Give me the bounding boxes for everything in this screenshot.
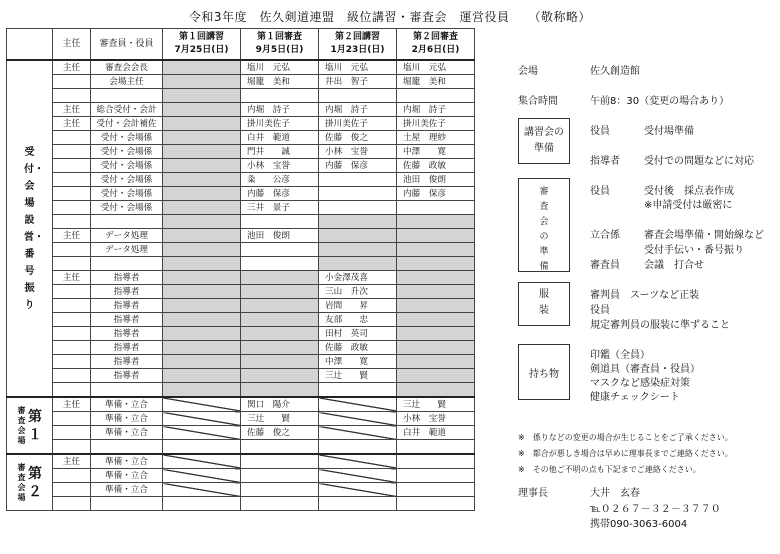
cell-name: 白井 範道 bbox=[397, 426, 475, 440]
cell-slash bbox=[163, 426, 241, 440]
dress-label: 服装 bbox=[539, 289, 549, 316]
cell-name bbox=[319, 201, 397, 215]
cell-shunin bbox=[53, 257, 91, 271]
exam-who: 立合係 bbox=[590, 230, 620, 241]
cell-shunin bbox=[53, 201, 91, 215]
cell-name: 三井 景子 bbox=[241, 201, 319, 215]
cell-name bbox=[397, 299, 475, 313]
cell-name bbox=[241, 313, 319, 327]
cell-role: 受付・会場係 bbox=[91, 131, 163, 145]
table-row bbox=[7, 454, 475, 469]
prep-box bbox=[518, 118, 570, 164]
note-line: ※ 都合が悪しき場合は早めに理事長までご連絡ください。 bbox=[518, 449, 733, 458]
cell-shunin bbox=[53, 412, 91, 426]
cell-shunin bbox=[53, 285, 91, 299]
table-row bbox=[7, 313, 475, 327]
cell-shunin: 主任 bbox=[53, 229, 91, 243]
cell-name: 佐藤 政敏 bbox=[319, 341, 397, 355]
cell-empty bbox=[397, 497, 475, 511]
bring-box bbox=[518, 344, 570, 400]
cell-role bbox=[91, 497, 163, 511]
cell-name: 小林 宝誉 bbox=[319, 145, 397, 159]
cell-name: 佐藤 政敏 bbox=[397, 159, 475, 173]
header-role: 審査員・役員 bbox=[91, 29, 163, 61]
header-col: 第２回審査 2月6日(日) bbox=[397, 29, 475, 61]
table-row bbox=[7, 341, 475, 355]
cell-name: 内堀 詩子 bbox=[241, 103, 319, 117]
bring-label: 持ち物 bbox=[529, 369, 559, 380]
cell-shunin: 主任 bbox=[53, 454, 91, 469]
table-row bbox=[7, 369, 475, 383]
cell-slash bbox=[319, 469, 397, 483]
table-row bbox=[7, 426, 475, 440]
cell-role: データ処理 bbox=[91, 243, 163, 257]
cell-name: 中澤 寛 bbox=[397, 145, 475, 159]
cell-name bbox=[319, 89, 397, 103]
cell-shunin bbox=[53, 327, 91, 341]
table-row bbox=[7, 327, 475, 341]
cell-name bbox=[241, 285, 319, 299]
table-row bbox=[7, 469, 475, 483]
cell-role: 準備・立合 bbox=[91, 469, 163, 483]
cell-name bbox=[319, 383, 397, 398]
cell-shunin bbox=[53, 497, 91, 511]
table-row bbox=[7, 383, 475, 398]
cell-grey bbox=[163, 173, 241, 187]
table-row bbox=[7, 257, 475, 271]
exam-label: 審査会の準備 bbox=[539, 187, 549, 272]
cell-grey bbox=[163, 201, 241, 215]
cell-role: 準備・立合 bbox=[91, 412, 163, 426]
cell-name: 内藤 保彦 bbox=[241, 187, 319, 201]
chair-mobile: 携帯090-3063-6004 bbox=[590, 519, 688, 530]
exam-what: 受付後 採点表作成 bbox=[644, 186, 734, 197]
chair-label: 理事長 bbox=[518, 488, 548, 499]
cell-slash bbox=[163, 469, 241, 483]
cell-name bbox=[319, 215, 397, 229]
venue-value: 佐久創造館 bbox=[590, 66, 640, 77]
table-row bbox=[7, 103, 475, 117]
cell-name: 門井 誠 bbox=[241, 145, 319, 159]
cell-role: 受付・会場係 bbox=[91, 173, 163, 187]
chair-name: 大井 玄春 bbox=[590, 488, 640, 499]
cell-name bbox=[397, 327, 475, 341]
cell-name: 粂 公彦 bbox=[241, 173, 319, 187]
cell-role: 準備・立合 bbox=[91, 397, 163, 412]
header-col: 第２回講習 1月23日(日) bbox=[319, 29, 397, 61]
table-row bbox=[7, 483, 475, 497]
note-line: ※ 係りなどの変更の場合が生じることをご了承ください。 bbox=[518, 433, 733, 442]
cell-grey bbox=[163, 313, 241, 327]
cell-name: 三辻 賢 bbox=[241, 412, 319, 426]
dress-line: 審判員 スーツなど正装 bbox=[590, 290, 700, 301]
schedule-table bbox=[6, 28, 475, 511]
cell-name bbox=[241, 327, 319, 341]
cell-role: 指導者 bbox=[91, 355, 163, 369]
bring-line: 健康チェックシート bbox=[590, 392, 680, 403]
table-row bbox=[7, 159, 475, 173]
cell-shunin bbox=[53, 341, 91, 355]
prep-what: 受付での問題などに対応 bbox=[644, 156, 754, 167]
cell-grey bbox=[163, 299, 241, 313]
cell-empty bbox=[319, 497, 397, 511]
header-shunin: 主任 bbox=[53, 29, 91, 61]
cell-name bbox=[319, 229, 397, 243]
note-line: ※ その他ご不明の点も下記までご連絡ください。 bbox=[518, 465, 701, 474]
cell-slash bbox=[163, 397, 241, 412]
cell-empty bbox=[397, 454, 475, 469]
cell-shunin bbox=[53, 75, 91, 89]
cell-role: 指導者 bbox=[91, 327, 163, 341]
cell-name: 三山 升次 bbox=[319, 285, 397, 299]
cell-shunin bbox=[53, 187, 91, 201]
cell-role: 総合受付・会計 bbox=[91, 103, 163, 117]
cell-role: 受付・会場係 bbox=[91, 159, 163, 173]
cell-empty bbox=[241, 469, 319, 483]
cell-name bbox=[241, 299, 319, 313]
cell-name: 掛川美佐子 bbox=[241, 117, 319, 131]
bring-line: 印鑑（全員） bbox=[590, 350, 650, 361]
cell-role: 指導者 bbox=[91, 299, 163, 313]
cell-grey bbox=[163, 229, 241, 243]
header-blank bbox=[7, 29, 53, 61]
prep-who: 役員 bbox=[590, 126, 610, 137]
cell-name: 塩川 元弘 bbox=[397, 60, 475, 75]
cell-empty bbox=[319, 440, 397, 455]
cell-shunin bbox=[53, 173, 91, 187]
cell-shunin bbox=[53, 383, 91, 398]
cell-name bbox=[397, 313, 475, 327]
cell-name: 塩川 元弘 bbox=[241, 60, 319, 75]
bring-line: 剣道具（審査員・役員） bbox=[590, 364, 700, 375]
cell-shunin bbox=[53, 131, 91, 145]
cell-shunin bbox=[53, 159, 91, 173]
cell-name bbox=[397, 383, 475, 398]
cell-name: 池田 俊朗 bbox=[397, 173, 475, 187]
cell-name bbox=[397, 201, 475, 215]
cell-role: 受付・会場係 bbox=[91, 187, 163, 201]
cell-name: 友部 忠 bbox=[319, 313, 397, 327]
table-row bbox=[7, 173, 475, 187]
cell-name: 関口 陽介 bbox=[241, 397, 319, 412]
cell-grey bbox=[163, 89, 241, 103]
cell-name: 内藤 保彦 bbox=[319, 159, 397, 173]
cell-name bbox=[241, 383, 319, 398]
table-row bbox=[7, 145, 475, 159]
cell-name: 内堀 詩子 bbox=[319, 103, 397, 117]
table-row bbox=[7, 89, 475, 103]
cell-grey bbox=[163, 355, 241, 369]
table-row bbox=[7, 243, 475, 257]
cell-grey bbox=[163, 60, 241, 75]
cell-role: 審査会会長 bbox=[91, 60, 163, 75]
cell-name: 掛川美佐子 bbox=[319, 117, 397, 131]
cell-grey bbox=[163, 243, 241, 257]
cell-name bbox=[397, 271, 475, 285]
cell-name: 中澤 寛 bbox=[319, 355, 397, 369]
cell-shunin bbox=[53, 369, 91, 383]
cell-empty bbox=[397, 469, 475, 483]
cell-name: 佐藤 俊之 bbox=[241, 426, 319, 440]
cell-empty bbox=[241, 454, 319, 469]
cell-role: 準備・立合 bbox=[91, 454, 163, 469]
cell-name: 岩間 昇 bbox=[319, 299, 397, 313]
table-row bbox=[7, 271, 475, 285]
prep-label: 講習会の準備 bbox=[524, 127, 564, 154]
cell-name bbox=[319, 173, 397, 187]
table-row bbox=[7, 497, 475, 511]
table-row bbox=[7, 215, 475, 229]
cell-slash bbox=[319, 426, 397, 440]
cell-role: 受付・会場係 bbox=[91, 201, 163, 215]
cell-shunin: 主任 bbox=[53, 397, 91, 412]
cell-name: 堀籠 美和 bbox=[241, 75, 319, 89]
header-col: 第１回審査 9月5日(日) bbox=[241, 29, 319, 61]
cell-slash bbox=[319, 454, 397, 469]
cell-role bbox=[91, 257, 163, 271]
cell-role bbox=[91, 89, 163, 103]
cell-name bbox=[397, 257, 475, 271]
table-row bbox=[7, 117, 475, 131]
prep-what: 受付場準備 bbox=[644, 126, 694, 137]
cell-name: 内堀 詩子 bbox=[397, 103, 475, 117]
cell-name: 小林 宝誉 bbox=[241, 159, 319, 173]
cell-role: 指導者 bbox=[91, 285, 163, 299]
cell-role: 会場主任 bbox=[91, 75, 163, 89]
cell-name bbox=[397, 229, 475, 243]
cell-shunin bbox=[53, 215, 91, 229]
cell-name: 三辻 賢 bbox=[319, 369, 397, 383]
cell-role: 指導者 bbox=[91, 341, 163, 355]
cell-name: 井出 智子 bbox=[319, 75, 397, 89]
exam-who: 役員 bbox=[590, 186, 610, 197]
table-row bbox=[7, 355, 475, 369]
section-uketsuke: 受付・会場設営・番号振り bbox=[7, 60, 53, 397]
cell-name bbox=[397, 285, 475, 299]
venue-label: 会場 bbox=[518, 66, 538, 77]
cell-name: 堀籠 美和 bbox=[397, 75, 475, 89]
exam-what: 審査会場準備・開始線など bbox=[644, 230, 764, 241]
cell-name: 塩川 元弘 bbox=[319, 60, 397, 75]
exam-what: 受付手伝い・番号振り bbox=[644, 245, 744, 256]
header-row bbox=[7, 29, 475, 61]
cell-name bbox=[241, 243, 319, 257]
cell-shunin bbox=[53, 313, 91, 327]
table-row bbox=[7, 229, 475, 243]
cell-grey bbox=[163, 383, 241, 398]
dress-box bbox=[518, 282, 570, 326]
cell-slash bbox=[163, 483, 241, 497]
cell-name: 三辻 賢 bbox=[397, 397, 475, 412]
exam-who: 審査員 bbox=[590, 260, 620, 271]
table-row bbox=[7, 412, 475, 426]
cell-grey bbox=[163, 215, 241, 229]
bring-line: マスクなど感染症対策 bbox=[590, 378, 690, 389]
cell-name: 土屋 理紗 bbox=[397, 131, 475, 145]
table-row bbox=[7, 75, 475, 89]
cell-name: 田村 英司 bbox=[319, 327, 397, 341]
time-value: 午前8：30（変更の場合あり） bbox=[590, 96, 730, 107]
table-row bbox=[7, 131, 475, 145]
cell-name bbox=[397, 89, 475, 103]
cell-name bbox=[241, 89, 319, 103]
cell-role: 指導者 bbox=[91, 369, 163, 383]
header-col: 第１回講習 7月25日(日) bbox=[163, 29, 241, 61]
section-exam2: 審査会場第２ bbox=[7, 454, 53, 511]
cell-shunin bbox=[53, 145, 91, 159]
table-row bbox=[7, 397, 475, 412]
table-row bbox=[7, 60, 475, 75]
cell-grey bbox=[163, 285, 241, 299]
cell-name: 内藤 保彦 bbox=[397, 187, 475, 201]
cell-shunin bbox=[53, 426, 91, 440]
page-title: 令和3年度 佐久剣道連盟 級位講習・審査会 運営役員 （敬称略） bbox=[188, 10, 592, 24]
cell-grey bbox=[163, 75, 241, 89]
cell-name: 小金澤茂喜 bbox=[319, 271, 397, 285]
cell-name bbox=[319, 257, 397, 271]
exam-what: ※申請受付は厳密に bbox=[644, 200, 733, 211]
cell-slash bbox=[163, 412, 241, 426]
cell-grey bbox=[163, 369, 241, 383]
cell-role: 受付・会計補佐 bbox=[91, 117, 163, 131]
table-row bbox=[7, 187, 475, 201]
cell-name bbox=[241, 440, 319, 455]
cell-name bbox=[397, 243, 475, 257]
dress-line: 規定審判員の服装に準ずること bbox=[590, 320, 730, 331]
cell-name: 掛川美佐子 bbox=[397, 117, 475, 131]
cell-name bbox=[319, 187, 397, 201]
cell-grey bbox=[163, 327, 241, 341]
cell-role: 指導者 bbox=[91, 313, 163, 327]
section-exam1: 審査会場第１ bbox=[7, 397, 53, 454]
cell-empty bbox=[163, 440, 241, 455]
cell-name bbox=[241, 341, 319, 355]
cell-name bbox=[397, 440, 475, 455]
cell-name: 小林 宝誉 bbox=[397, 412, 475, 426]
cell-name bbox=[397, 215, 475, 229]
cell-role: データ処理 bbox=[91, 229, 163, 243]
cell-grey bbox=[163, 117, 241, 131]
cell-shunin bbox=[53, 483, 91, 497]
cell-slash bbox=[319, 483, 397, 497]
cell-empty bbox=[163, 497, 241, 511]
cell-shunin bbox=[53, 469, 91, 483]
cell-grey bbox=[163, 271, 241, 285]
cell-name bbox=[319, 243, 397, 257]
cell-role: 準備・立合 bbox=[91, 483, 163, 497]
cell-shunin: 主任 bbox=[53, 103, 91, 117]
table-row bbox=[7, 201, 475, 215]
table-row bbox=[7, 299, 475, 313]
cell-shunin: 主任 bbox=[53, 117, 91, 131]
time-label: 集合時間 bbox=[518, 96, 558, 107]
cell-name bbox=[241, 257, 319, 271]
cell-empty bbox=[397, 483, 475, 497]
table-row bbox=[7, 285, 475, 299]
cell-grey bbox=[163, 103, 241, 117]
cell-slash bbox=[319, 412, 397, 426]
cell-shunin: 主任 bbox=[53, 271, 91, 285]
cell-shunin bbox=[53, 440, 91, 455]
cell-role bbox=[91, 440, 163, 455]
cell-name bbox=[241, 355, 319, 369]
cell-slash bbox=[319, 397, 397, 412]
cell-role: 指導者 bbox=[91, 271, 163, 285]
cell-name bbox=[241, 369, 319, 383]
cell-empty bbox=[241, 497, 319, 511]
cell-shunin: 主任 bbox=[53, 60, 91, 75]
chair-tel: ℡０２６７－３２－３７７０ bbox=[590, 504, 721, 515]
cell-grey bbox=[163, 131, 241, 145]
exam-box bbox=[518, 178, 570, 272]
cell-grey bbox=[163, 159, 241, 173]
exam-what: 会議 打合せ bbox=[644, 260, 704, 271]
prep-who: 指導者 bbox=[590, 156, 620, 167]
cell-name: 白井 範道 bbox=[241, 131, 319, 145]
cell-slash bbox=[163, 454, 241, 469]
cell-name bbox=[397, 341, 475, 355]
cell-role: 受付・会場係 bbox=[91, 145, 163, 159]
cell-name: 佐藤 俊之 bbox=[319, 131, 397, 145]
cell-name bbox=[241, 271, 319, 285]
cell-shunin bbox=[53, 89, 91, 103]
cell-empty bbox=[241, 483, 319, 497]
cell-shunin bbox=[53, 243, 91, 257]
cell-grey bbox=[163, 257, 241, 271]
cell-name bbox=[397, 355, 475, 369]
cell-shunin bbox=[53, 299, 91, 313]
cell-role bbox=[91, 215, 163, 229]
cell-shunin bbox=[53, 355, 91, 369]
table-row bbox=[7, 440, 475, 455]
cell-name bbox=[397, 369, 475, 383]
cell-grey bbox=[163, 145, 241, 159]
cell-grey bbox=[163, 341, 241, 355]
cell-role: 準備・立合 bbox=[91, 426, 163, 440]
dress-line: 役員 bbox=[590, 305, 610, 316]
cell-name: 池田 俊朗 bbox=[241, 229, 319, 243]
cell-role bbox=[91, 383, 163, 398]
cell-name bbox=[241, 215, 319, 229]
cell-grey bbox=[163, 187, 241, 201]
